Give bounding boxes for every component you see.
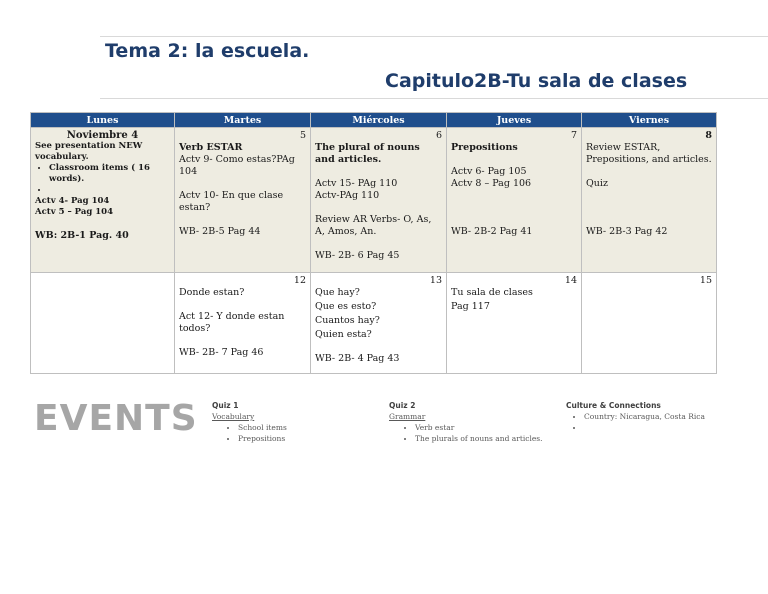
workbook-assignment: WB- 2B-3 Pag 42 xyxy=(586,226,668,237)
cell-text: Review ESTAR, Prepositions, and articles. xyxy=(586,142,712,165)
day-cell-viernes xyxy=(582,128,717,273)
calendar-header-row xyxy=(31,113,717,128)
quiz1-box xyxy=(212,400,287,444)
cell-text: Donde estan? xyxy=(179,287,245,298)
cell-bullets xyxy=(35,163,170,196)
date-number: 12 xyxy=(293,275,306,286)
quiz1-list xyxy=(212,422,287,444)
cell-text: Review AR Verbs- O, As, A, Amos, An. xyxy=(315,214,432,237)
day-cell-jueves xyxy=(447,273,582,374)
list-item: • Prepositions xyxy=(238,433,287,444)
cell-text: Actv 6- Pag 105 xyxy=(451,166,527,177)
culture-title: Culture & Connections xyxy=(566,401,661,410)
workbook-assignment: WB- 2B-2 Pag 41 xyxy=(451,226,533,237)
culture-list xyxy=(566,411,705,433)
date-number: 6 xyxy=(435,130,442,141)
quiz2-title: Quiz 2 xyxy=(389,401,416,410)
cell-text: Cuantos hay? xyxy=(315,315,380,326)
day-cell-miercoles xyxy=(311,273,447,374)
list-item: • Country: Nicaragua, Costa Rica xyxy=(584,411,705,422)
cell-text: Pag 117 xyxy=(451,301,490,312)
date-number: 5 xyxy=(299,130,306,141)
cell-bullet: • Classroom items ( 16 words). xyxy=(49,163,170,185)
quiz2-box xyxy=(389,400,543,444)
cell-text: See presentation NEW vocabulary. xyxy=(35,141,143,162)
day-cell-viernes xyxy=(582,273,717,374)
cell-bullet xyxy=(49,185,170,196)
cell-text: Actv 5 – Pag 104 xyxy=(35,207,113,217)
list-item xyxy=(584,422,705,433)
cell-text: Actv 4- Pag 104 xyxy=(35,196,110,206)
day-header-viernes: Viernes xyxy=(582,113,717,128)
cell-topic: Verb ESTAR xyxy=(179,142,243,153)
list-item: • School items xyxy=(238,422,287,433)
workbook-assignment: WB- 2B- 6 Pag 45 xyxy=(315,250,400,261)
cell-text: Tu sala de clases xyxy=(451,287,533,298)
cell-text: Actv 8 – Pag 106 xyxy=(451,178,532,189)
date-number: 8 xyxy=(705,130,712,141)
week-row xyxy=(31,128,717,273)
quiz2-list xyxy=(389,422,543,444)
page-title: Tema 2: la escuela. xyxy=(105,40,310,62)
day-cell-miercoles xyxy=(311,128,447,273)
cell-text: Quien esta? xyxy=(315,329,372,340)
culture-box xyxy=(566,400,705,433)
cell-text: Que es esto? xyxy=(315,301,377,312)
events-heading: EVENTS xyxy=(34,398,198,439)
day-cell-lunes xyxy=(31,273,175,374)
quiz1-subtitle: Vocabulary xyxy=(212,412,255,421)
date-number: 14 xyxy=(564,275,577,286)
week-row xyxy=(31,273,717,374)
list-item: • The plurals of nouns and articles. xyxy=(415,433,543,444)
day-header-miercoles: Miércoles xyxy=(311,113,447,128)
weekly-calendar xyxy=(30,112,717,374)
cell-text: Actv 15- PAg 110 xyxy=(315,178,398,189)
workbook-assignment: WB: 2B-1 Pag. 40 xyxy=(35,230,129,241)
header-rule xyxy=(100,98,768,99)
day-header-jueves: Jueves xyxy=(447,113,582,128)
workbook-assignment: WB- 2B- 4 Pag 43 xyxy=(315,353,400,364)
cell-topic: The plural of nouns and articles. xyxy=(315,142,420,165)
cell-text: Que hay? xyxy=(315,287,360,298)
day-cell-lunes xyxy=(31,128,175,273)
day-cell-martes xyxy=(175,128,311,273)
cell-text: Act 12- Y donde estan todos? xyxy=(179,311,285,334)
cell-text: Quiz xyxy=(586,178,608,189)
cell-text: Actv-PAg 110 xyxy=(315,190,380,201)
list-item: • Verb estar xyxy=(415,422,543,433)
top-rule xyxy=(100,36,768,37)
quiz1-title: Quiz 1 xyxy=(212,401,239,410)
quiz2-subtitle: Grammar xyxy=(389,412,426,421)
date-number: 15 xyxy=(699,275,712,286)
workbook-assignment: WB- 2B-5 Pag 44 xyxy=(179,226,261,237)
workbook-assignment: WB- 2B- 7 Pag 46 xyxy=(179,347,264,358)
date-number: 13 xyxy=(429,275,442,286)
date-number: 7 xyxy=(570,130,577,141)
date-label: Noviembre 4 xyxy=(66,130,139,141)
day-header-martes: Martes xyxy=(175,113,311,128)
day-header-lunes: Lunes xyxy=(31,113,175,128)
cell-topic: Prepositions xyxy=(451,142,518,153)
day-cell-jueves xyxy=(447,128,582,273)
day-cell-martes xyxy=(175,273,311,374)
cell-text: Actv 9- Como estas?PAg 104 xyxy=(179,154,295,177)
page-subtitle: Capitulo2B-Tu sala de clases xyxy=(385,70,688,92)
cell-text: Actv 10- En que clase estan? xyxy=(179,190,284,213)
